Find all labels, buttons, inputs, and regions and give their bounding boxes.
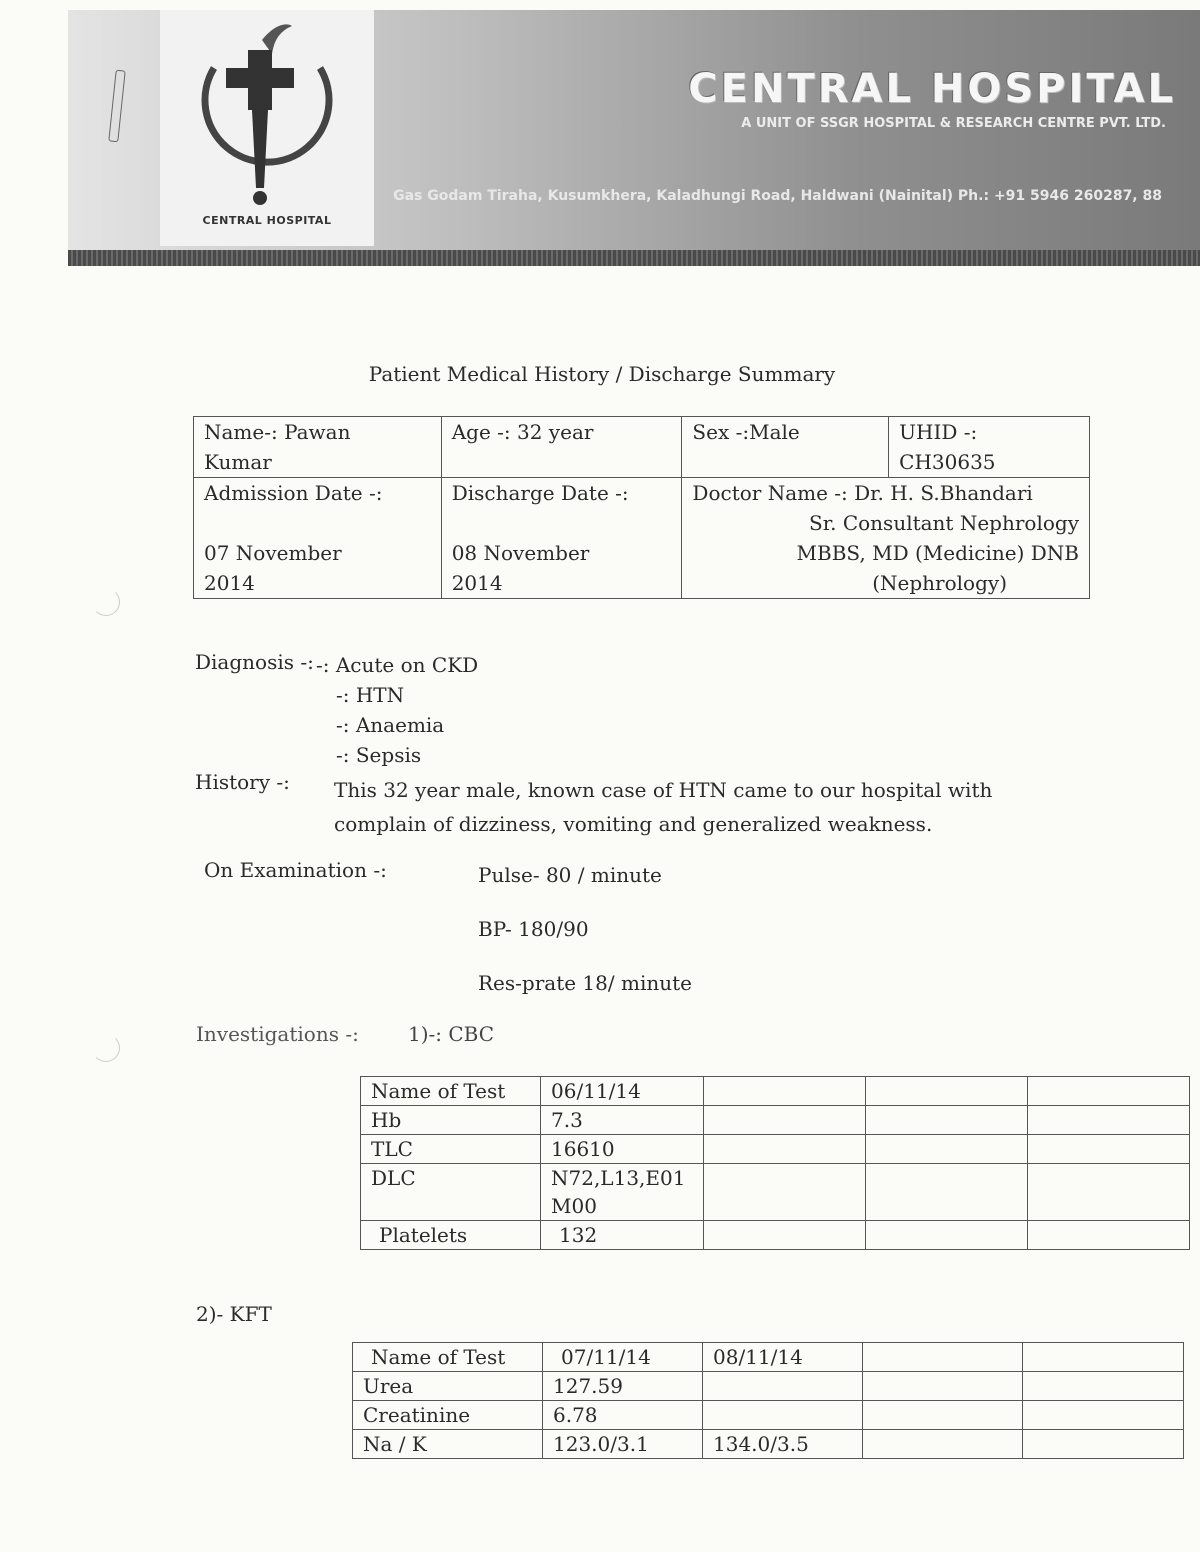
table-row bbox=[353, 1372, 1184, 1401]
discharge-date: 08 November bbox=[451, 541, 590, 565]
test-name: Urea bbox=[353, 1372, 543, 1401]
page-title: Patient Medical History / Discharge Summary bbox=[368, 362, 836, 386]
discharge-cell bbox=[441, 478, 682, 599]
diagnosis-item: -: Acute on CKD bbox=[316, 653, 479, 677]
table-header-cell: 08/11/14 bbox=[703, 1343, 863, 1372]
test-name: Na / K bbox=[353, 1430, 543, 1459]
table-header-row bbox=[353, 1343, 1184, 1372]
test-value: 7.3 bbox=[541, 1106, 704, 1135]
logo-box bbox=[160, 10, 374, 246]
diagnosis-label: Diagnosis -: bbox=[195, 650, 314, 674]
exam-bp: BP- 180/90 bbox=[478, 917, 589, 941]
investigations-label: Investigations -: bbox=[196, 1022, 359, 1046]
patient-age: Age -: 32 year bbox=[441, 417, 682, 478]
test-value: 123.0/3.1 bbox=[543, 1430, 703, 1459]
test-name: TLC bbox=[361, 1135, 541, 1164]
patient-name: Name-: Pawan bbox=[204, 420, 351, 444]
doctor-degrees: MBBS, MD (Medicine) DNB bbox=[796, 541, 1079, 565]
test-value bbox=[703, 1372, 863, 1401]
test-value: 134.0/3.5 bbox=[703, 1430, 863, 1459]
table-header-cell bbox=[1023, 1343, 1184, 1372]
table-header-cell: 06/11/14 bbox=[541, 1077, 704, 1106]
doctor-specialty: (Nephrology) bbox=[872, 571, 1007, 595]
hospital-name: CENTRAL HOSPITAL bbox=[688, 66, 1176, 112]
admission-date: 07 November bbox=[204, 541, 342, 565]
history-text bbox=[334, 773, 1074, 841]
history-line: complain of dizziness, vomiting and generalized weakness. bbox=[334, 812, 933, 836]
punch-hole bbox=[92, 1034, 120, 1062]
logo-caption: CENTRAL HOSPITAL bbox=[202, 214, 332, 227]
doctor-cell bbox=[682, 478, 1090, 599]
table-header-cell bbox=[863, 1343, 1023, 1372]
test-name: DLC bbox=[361, 1164, 541, 1221]
kft-title: 2)- KFT bbox=[196, 1302, 272, 1326]
dlc-value: N72,L13,E01 bbox=[551, 1166, 686, 1190]
table-header-cell: 07/11/14 bbox=[543, 1343, 703, 1372]
test-name: Hb bbox=[361, 1106, 541, 1135]
doctor-title: Sr. Consultant Nephrology bbox=[809, 511, 1079, 535]
diagnosis-item: -: Anaemia bbox=[336, 713, 445, 737]
test-name: Creatinine bbox=[353, 1401, 543, 1430]
table-header-cell: Name of Test bbox=[361, 1077, 541, 1106]
table-row bbox=[361, 1221, 1190, 1250]
admission-year: 2014 bbox=[204, 571, 255, 595]
test-value: 127.59 bbox=[543, 1372, 703, 1401]
uhid-label: UHID -: bbox=[899, 420, 978, 444]
discharge-label: Discharge Date -: bbox=[451, 481, 629, 505]
exam-resp: Res-prate 18/ minute bbox=[478, 971, 692, 995]
patient-name-cont: Kumar bbox=[204, 450, 272, 474]
test-value: 132 bbox=[541, 1221, 704, 1250]
discharge-year: 2014 bbox=[451, 571, 503, 595]
test-value: 16610 bbox=[541, 1135, 704, 1164]
patient-uhid-cell bbox=[889, 417, 1090, 478]
test-value bbox=[541, 1164, 704, 1221]
table-header-cell bbox=[866, 1077, 1028, 1106]
hospital-logo-icon bbox=[174, 20, 360, 210]
table-row bbox=[361, 1135, 1190, 1164]
cbc-table bbox=[360, 1076, 1190, 1250]
diagnosis-item: -: Sepsis bbox=[336, 743, 422, 767]
dlc-value-cont: M00 bbox=[551, 1194, 597, 1218]
letterhead-divider bbox=[68, 250, 1200, 266]
kft-table bbox=[352, 1342, 1184, 1459]
patient-sex: Sex -:Male bbox=[682, 417, 889, 478]
diagnosis-item: -: HTN bbox=[336, 683, 405, 707]
letterhead bbox=[68, 10, 1200, 250]
admission-cell bbox=[194, 478, 442, 599]
hospital-address: Gas Godam Tiraha, Kusumkhera, Kaladhungi Road, Haldwani (Nainital) Ph.: +91 5946 260287, 88 bbox=[393, 188, 1162, 204]
punch-hole bbox=[92, 588, 120, 616]
exam-pulse: Pulse- 80 / minute bbox=[478, 863, 662, 887]
uhid-value: CH30635 bbox=[899, 450, 996, 474]
doctor-name: Doctor Name -: Dr. H. S.Bhandari bbox=[692, 481, 1033, 505]
table-header-cell bbox=[704, 1077, 866, 1106]
admission-label: Admission Date -: bbox=[204, 481, 383, 505]
history-label: History -: bbox=[195, 770, 290, 794]
test-value: 6.78 bbox=[543, 1401, 703, 1430]
table-row bbox=[353, 1430, 1184, 1459]
cbc-title: 1)-: CBC bbox=[408, 1022, 495, 1046]
table-header-cell: Name of Test bbox=[353, 1343, 543, 1372]
hospital-subtitle: A UNIT OF SSGR HOSPITAL & RESEARCH CENTRE PVT. LTD. bbox=[741, 116, 1166, 131]
history-line: This 32 year male, known case of HTN came to our hospital with bbox=[334, 778, 993, 802]
test-value bbox=[703, 1401, 863, 1430]
examination-label: On Examination -: bbox=[204, 858, 387, 882]
table-header-row bbox=[361, 1077, 1190, 1106]
table-row bbox=[361, 1106, 1190, 1135]
table-row bbox=[353, 1401, 1184, 1430]
diagnosis-list bbox=[316, 650, 478, 770]
patient-info-table bbox=[193, 416, 1090, 599]
patient-name-cell bbox=[194, 417, 442, 478]
test-name: Platelets bbox=[361, 1221, 541, 1250]
table-row bbox=[361, 1164, 1190, 1221]
table-header-cell bbox=[1028, 1077, 1190, 1106]
